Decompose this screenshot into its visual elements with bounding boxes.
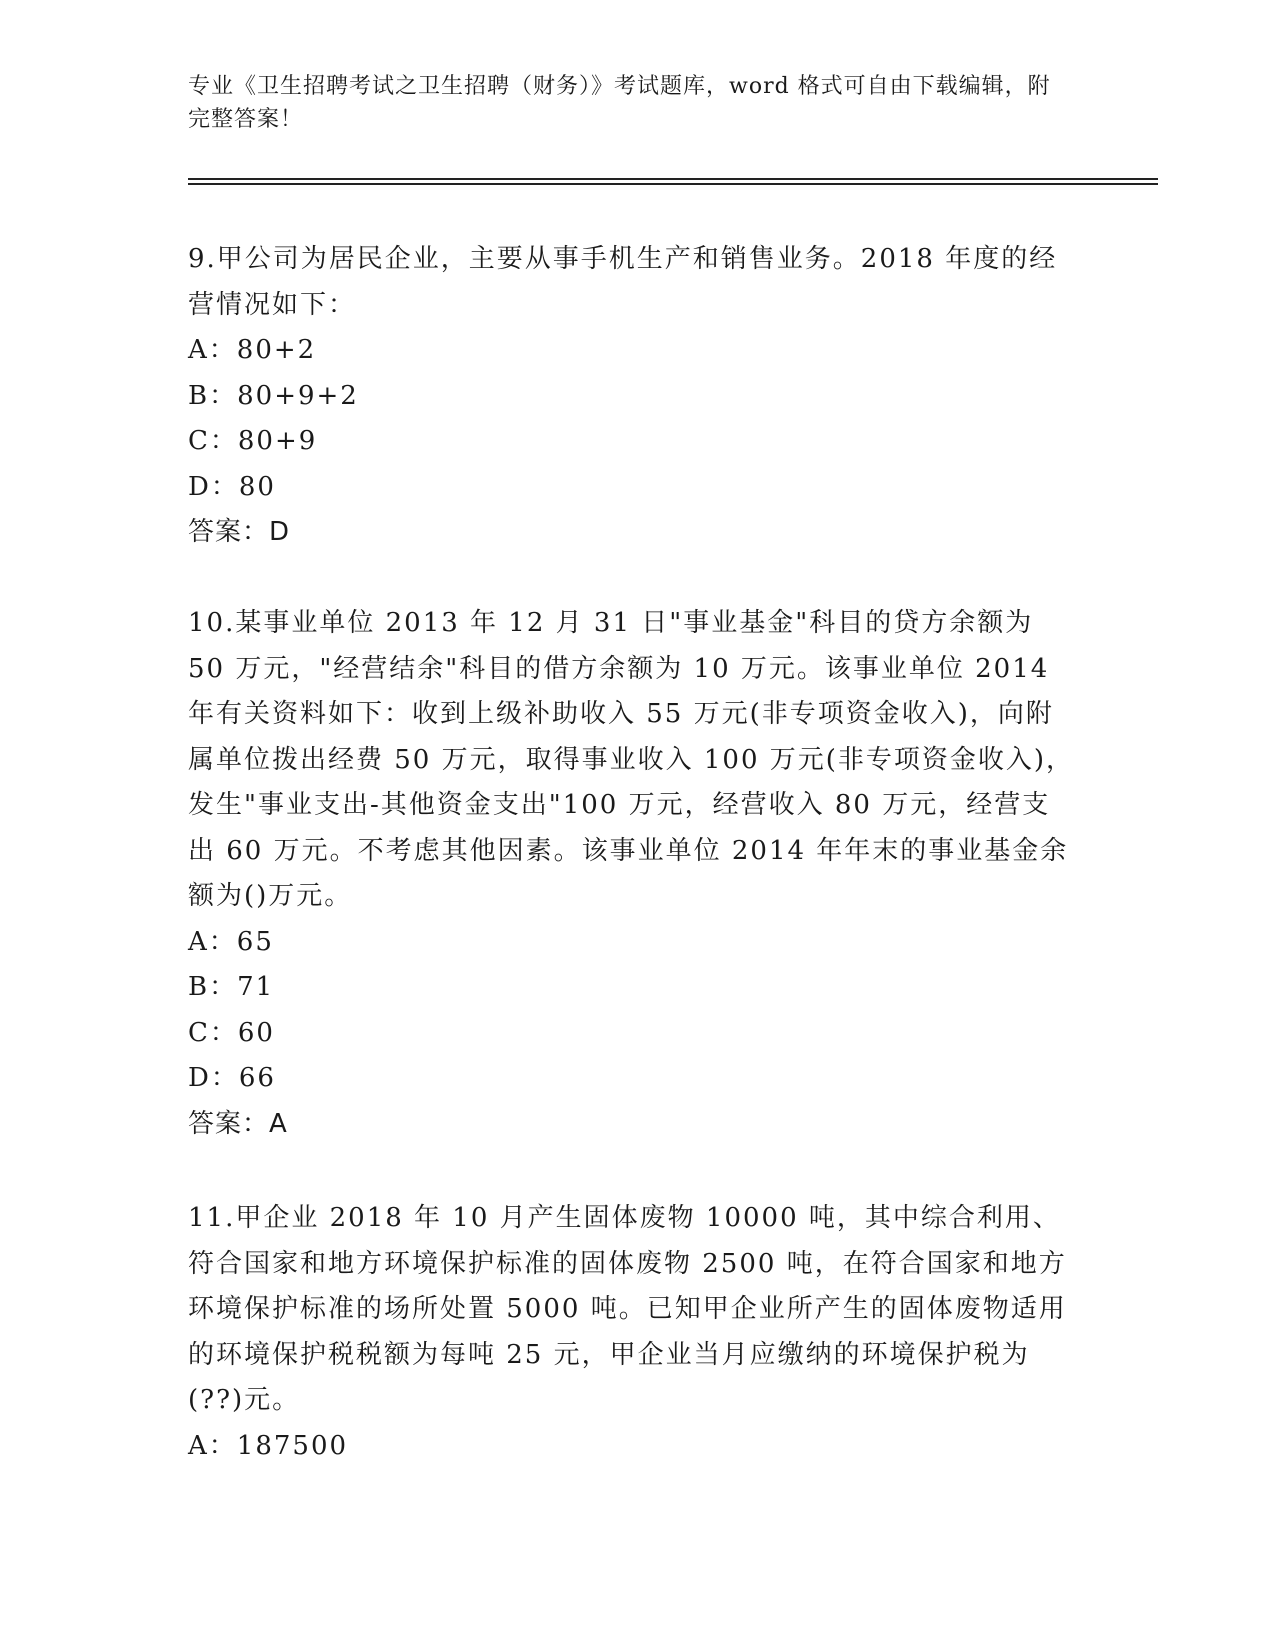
answer-label: 答案：D bbox=[188, 517, 291, 547]
question-10 bbox=[188, 601, 1078, 1147]
option-d: D：80 bbox=[188, 471, 276, 502]
header-divider-top bbox=[188, 178, 1158, 180]
question-text: 9.甲公司为居民企业，主要从事手机生产和销售业务。2018 年度的经营情况如下： bbox=[188, 244, 1058, 320]
document-header: 专业《卫生招聘考试之卫生招聘（财务）》考试题库，word 格式可自由下载编辑，附完整答案！ bbox=[188, 74, 1051, 132]
option-a: A：80+2 bbox=[188, 335, 317, 365]
question-text: 10.某事业单位 2013 年 12 月 31 日"事业基金"科目的贷方余额为 50 万元，"经营结余"科目的借方余额为 10 万元。该事业单位 2014 年有关资料如下：收到上级补助收入 55 万元(非专项资金收入)，向附属单位拨出经费 50 万元，取得事业收入 100 万元(非专项资金收入)，发生"事业支出-其他资金支出"100 万元，经营收入 80 万元，经营支出 60 万元。不考虑其他因素。该事业单位 2014 年年末的事业基金余额为()万元。 bbox=[188, 608, 1075, 911]
question-text: 11.甲企业 2018 年 10 月产生固体废物 10000 吨，其中综合利用、符合国家和地方环境保护标准的固体废物 2500 吨，在符合国家和地方环境保护标准的场所处置 5000 吨。已知甲企业所产生的固体废物适用的环境保护税税额为每吨 25 元，甲企业当月应缴纳的环境保护税为(??)元。 bbox=[188, 1203, 1067, 1415]
option-a: A：65 bbox=[188, 926, 274, 957]
header-divider-bottom bbox=[188, 183, 1158, 185]
option-c: C：80+9 bbox=[188, 426, 318, 456]
option-c: C：60 bbox=[188, 1017, 275, 1048]
question-9 bbox=[188, 237, 1078, 556]
option-b: B：71 bbox=[188, 972, 275, 1002]
option-b: B：80+9+2 bbox=[188, 380, 359, 411]
question-11 bbox=[188, 1196, 1078, 1469]
answer-label: 答案：A bbox=[188, 1108, 288, 1139]
option-a: A：187500 bbox=[188, 1430, 349, 1461]
option-d: D：66 bbox=[188, 1063, 276, 1093]
